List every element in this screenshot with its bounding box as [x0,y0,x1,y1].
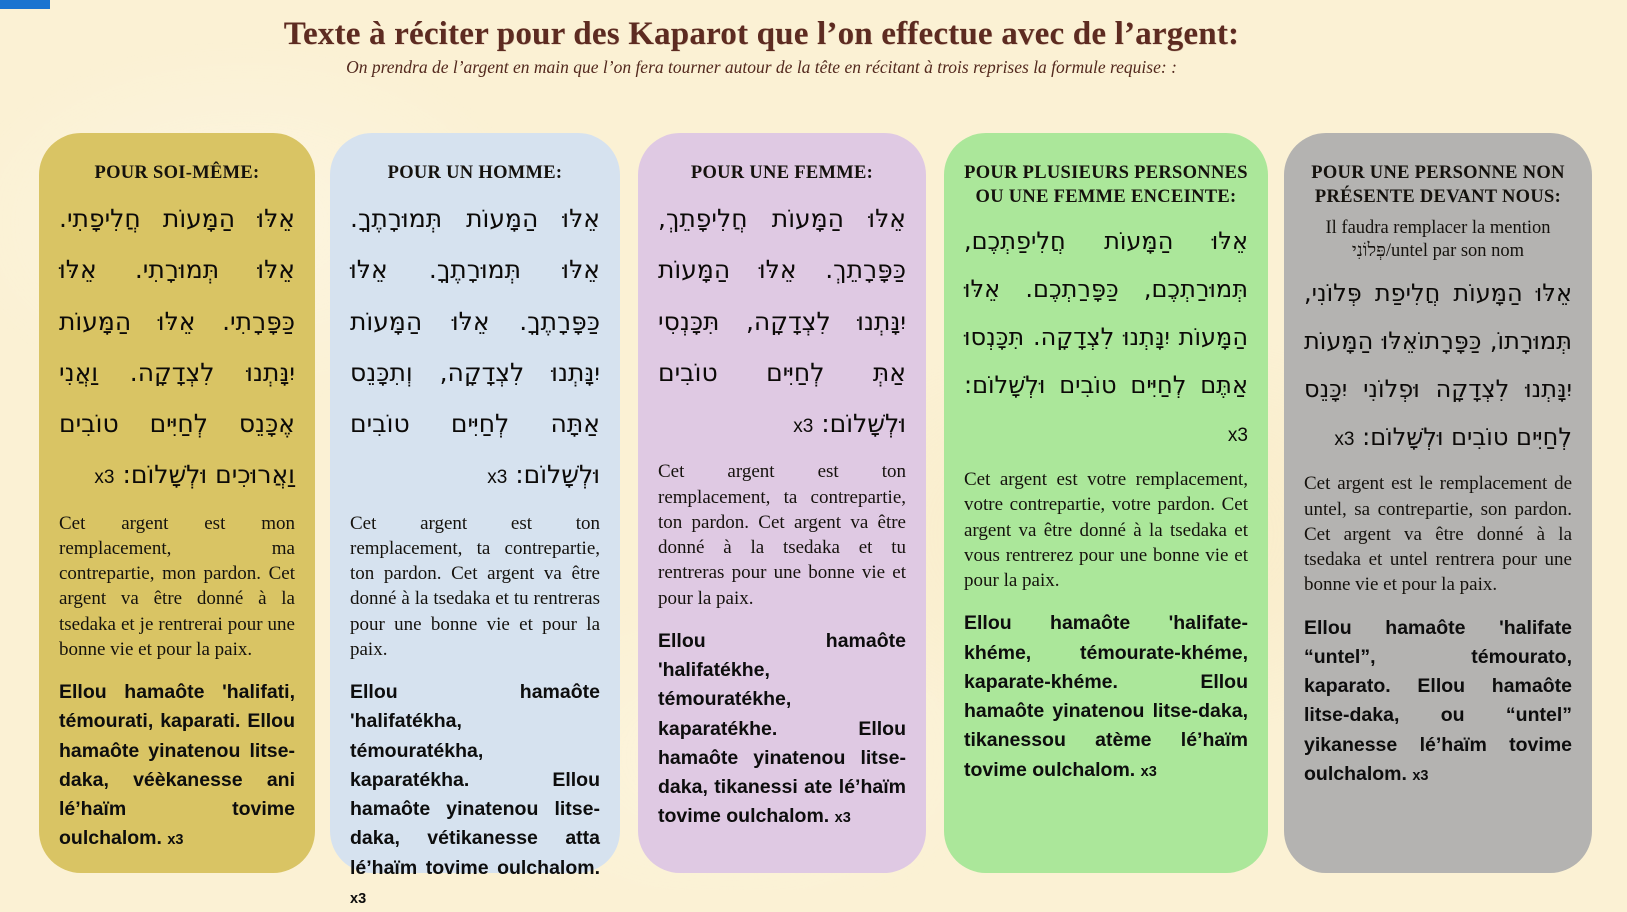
repeat-marker: x3 [834,810,851,827]
transliteration [1304,614,1572,790]
card-pour-une-femme [638,133,926,873]
transliteration [658,627,906,832]
transliteration-text: Ellou hamaôte 'halifate “untel”, témourato, kaparato. Ellou hamaôte litse-daka, ou “untel” yikanesse lé’haïm tovime oulchalom. [1304,616,1572,785]
hebrew-formula: אֵלּוּ הַמָּעוֹת חֲלִיפַת פְּלוֹנִי, תְּמוּרָתוֹ, כַּפָּרָתוֹאֵלּוּ הַמָּעוֹת יִנָּתְנוּ לִצְדָקָה וּפְלוֹנִי יִכָּנֵס לְחַיִּים טוֹבִים וּלְשָׁלוֹם: [1304,279,1572,452]
transliteration-text: Ellou hamaôte 'halifatékha, témouratékha, kaparatékha. Ellou hamaôte yinatenou litse-daka, vétikanesse atta lé’haïm tovime oulchalom. [350,681,600,879]
repeat-marker: x3 [167,832,184,849]
french-translation: Cet argent est ton remplacement, ta contrepartie, ton pardon. Cet argent va être donné à la tsedaka et tu rentreras pour une bonne vie et pour la paix. [350,512,600,660]
french-translation: Cet argent est ton remplacement, ta contrepartie, ton pardon. Cet argent va être donné à la tsedaka et tu rentreras pour une bonne vie et pour la paix. [658,461,906,609]
hebrew-text [964,217,1248,457]
card-header: POUR UN HOMME: [387,163,563,183]
repeat-marker: x3 [793,416,814,438]
card-personne-non-presente [1284,133,1592,873]
card-pour-soi-meme [39,133,315,873]
transliteration-text: Ellou hamaôte 'halifate-khéme, témourate-khéme, kaparate-khéme. Ellou hamaôte yinatenou litse-daka, tikanessou atème lé’haïm tovime oulchalom. [964,612,1248,781]
transliteration-text: Ellou hamaôte 'halifati, témourati, kaparati. Ellou hamaôte yinatenou litse-daka, véèkanesse ani lé’haïm tovime oulchalom. [59,681,295,850]
repeat-marker: x3 [1227,425,1248,447]
repeat-marker: x3 [1140,763,1157,780]
card-header: POUR UNE FEMME: [690,163,874,183]
transliteration [59,678,295,854]
transliteration [964,609,1248,785]
hebrew-formula: אֵלּוּ הַמָּעוֹת תְּמוּרָתֶךָ. אֵלּוּ תְּמוּרָתֶךָ. אֵלּוּ כַּפָּרָתֶךָ. אֵלּוּ הַמָּעוֹת יִנָּתְנוּ לִצְדָקָה, וְתִכָּנֵס אַתָּה לְחַיִּים טוֹבִים וּלְשָׁלוֹם: [350,204,600,490]
transliteration [350,678,600,912]
repeat-marker: x3 [487,467,508,489]
hebrew-formula: אֵלּוּ הַמָּעוֹת חֲלִיפָתֵךְ, כַּפָּרָתֵךְ. אֵלּוּ הַמָּעוֹת יִנָּתְנוּ לִצְדָקָה, תִּכָּנְסִי אַתְּ לְחַיִּים טוֹבִים וּלְשָׁלוֹם: [658,204,906,439]
sheet-header [0,16,1575,78]
page-subtitle: On prendra de l’argent en main que l’on fera tourner autour de la tête en récitant à trois reprises la formule requise: : [346,57,1177,77]
corner-accent-bar [0,0,50,9]
french-translation: Cet argent est mon remplacement, ma contrepartie, mon pardon. Cet argent va être donné à la tsedaka et je rentrerai pour une bonne vie et pour la paix. [59,512,295,660]
hebrew-formula: אֵלּוּ הַמָּעוֹת חֲלִיפָתִי. אֵלּוּ תְּמוּרָתִי. אֵלּוּ כַּפָּרָתִי. אֵלּוּ הַמָּעוֹת יִנָּתְנוּ לִצְדָקָה. וַאֲנִי אֶכָּנֵס לְחַיִּים טוֹבִים וַאֲרוּכִים וּלְשָׁלוֹם: [59,204,295,490]
card-pour-un-homme [330,133,620,907]
hebrew-formula: אֵלּוּ הַמָּעוֹת חֲלִיפַתְכֶם, תְּמוּרַתְכֶם, כַּפָּרַתְכֶם. אֵלּוּ הַמָּעוֹת יִנָּתְנוּ לִצְדָקָה. תִּכָּנְסוּ אַתֶּם לְחַיִּים טוֹבִים וּלְשָׁלוֹם: [964,227,1248,400]
replacement-note: Il faudra remplacer la mention פְּלוֹנִי/untel par son nom [1325,218,1551,262]
hebrew-text [350,193,600,501]
hebrew-text [658,193,906,449]
repeat-marker: x3 [1334,429,1355,451]
french-translation: Cet argent est votre remplacement, votre contrepartie, votre pardon. Cet argent va être donné à la tsedaka et vous rentrerez pour une bonne vie et pour la paix. [964,469,1248,592]
repeat-marker: x3 [94,467,115,489]
hebrew-text [59,193,295,501]
transliteration-text: Ellou hamaôte 'halifatékhe, témouratékhe, kaparatékhe. Ellou hamaôte yinatenou litse-daka, tikanessi ate lé’haïm tovime oulchalom. [658,629,906,828]
repeat-marker: x3 [1412,767,1429,784]
repeat-marker: x3 [350,890,367,907]
card-header: POUR PLUSIEURS PERSONNES OU UNE FEMME ENCEINTE: [964,163,1248,208]
card-plusieurs-personnes [944,133,1268,873]
card-header: POUR SOI-MÊME: [94,163,260,183]
page-title: Texte à réciter pour des Kaparot que l’on effectue avec de l’argent: [283,16,1240,52]
card-header: POUR UNE PERSONNE NON PRÉSENTE DEVANT NOUS: [1311,163,1565,208]
french-translation: Cet argent est le remplacement de untel, sa contrepartie, son pardon. Cet argent va être donné à la tsedaka et untel rentrera pour une bonne vie et pour la paix. [1304,473,1572,596]
hebrew-text [1304,269,1572,461]
